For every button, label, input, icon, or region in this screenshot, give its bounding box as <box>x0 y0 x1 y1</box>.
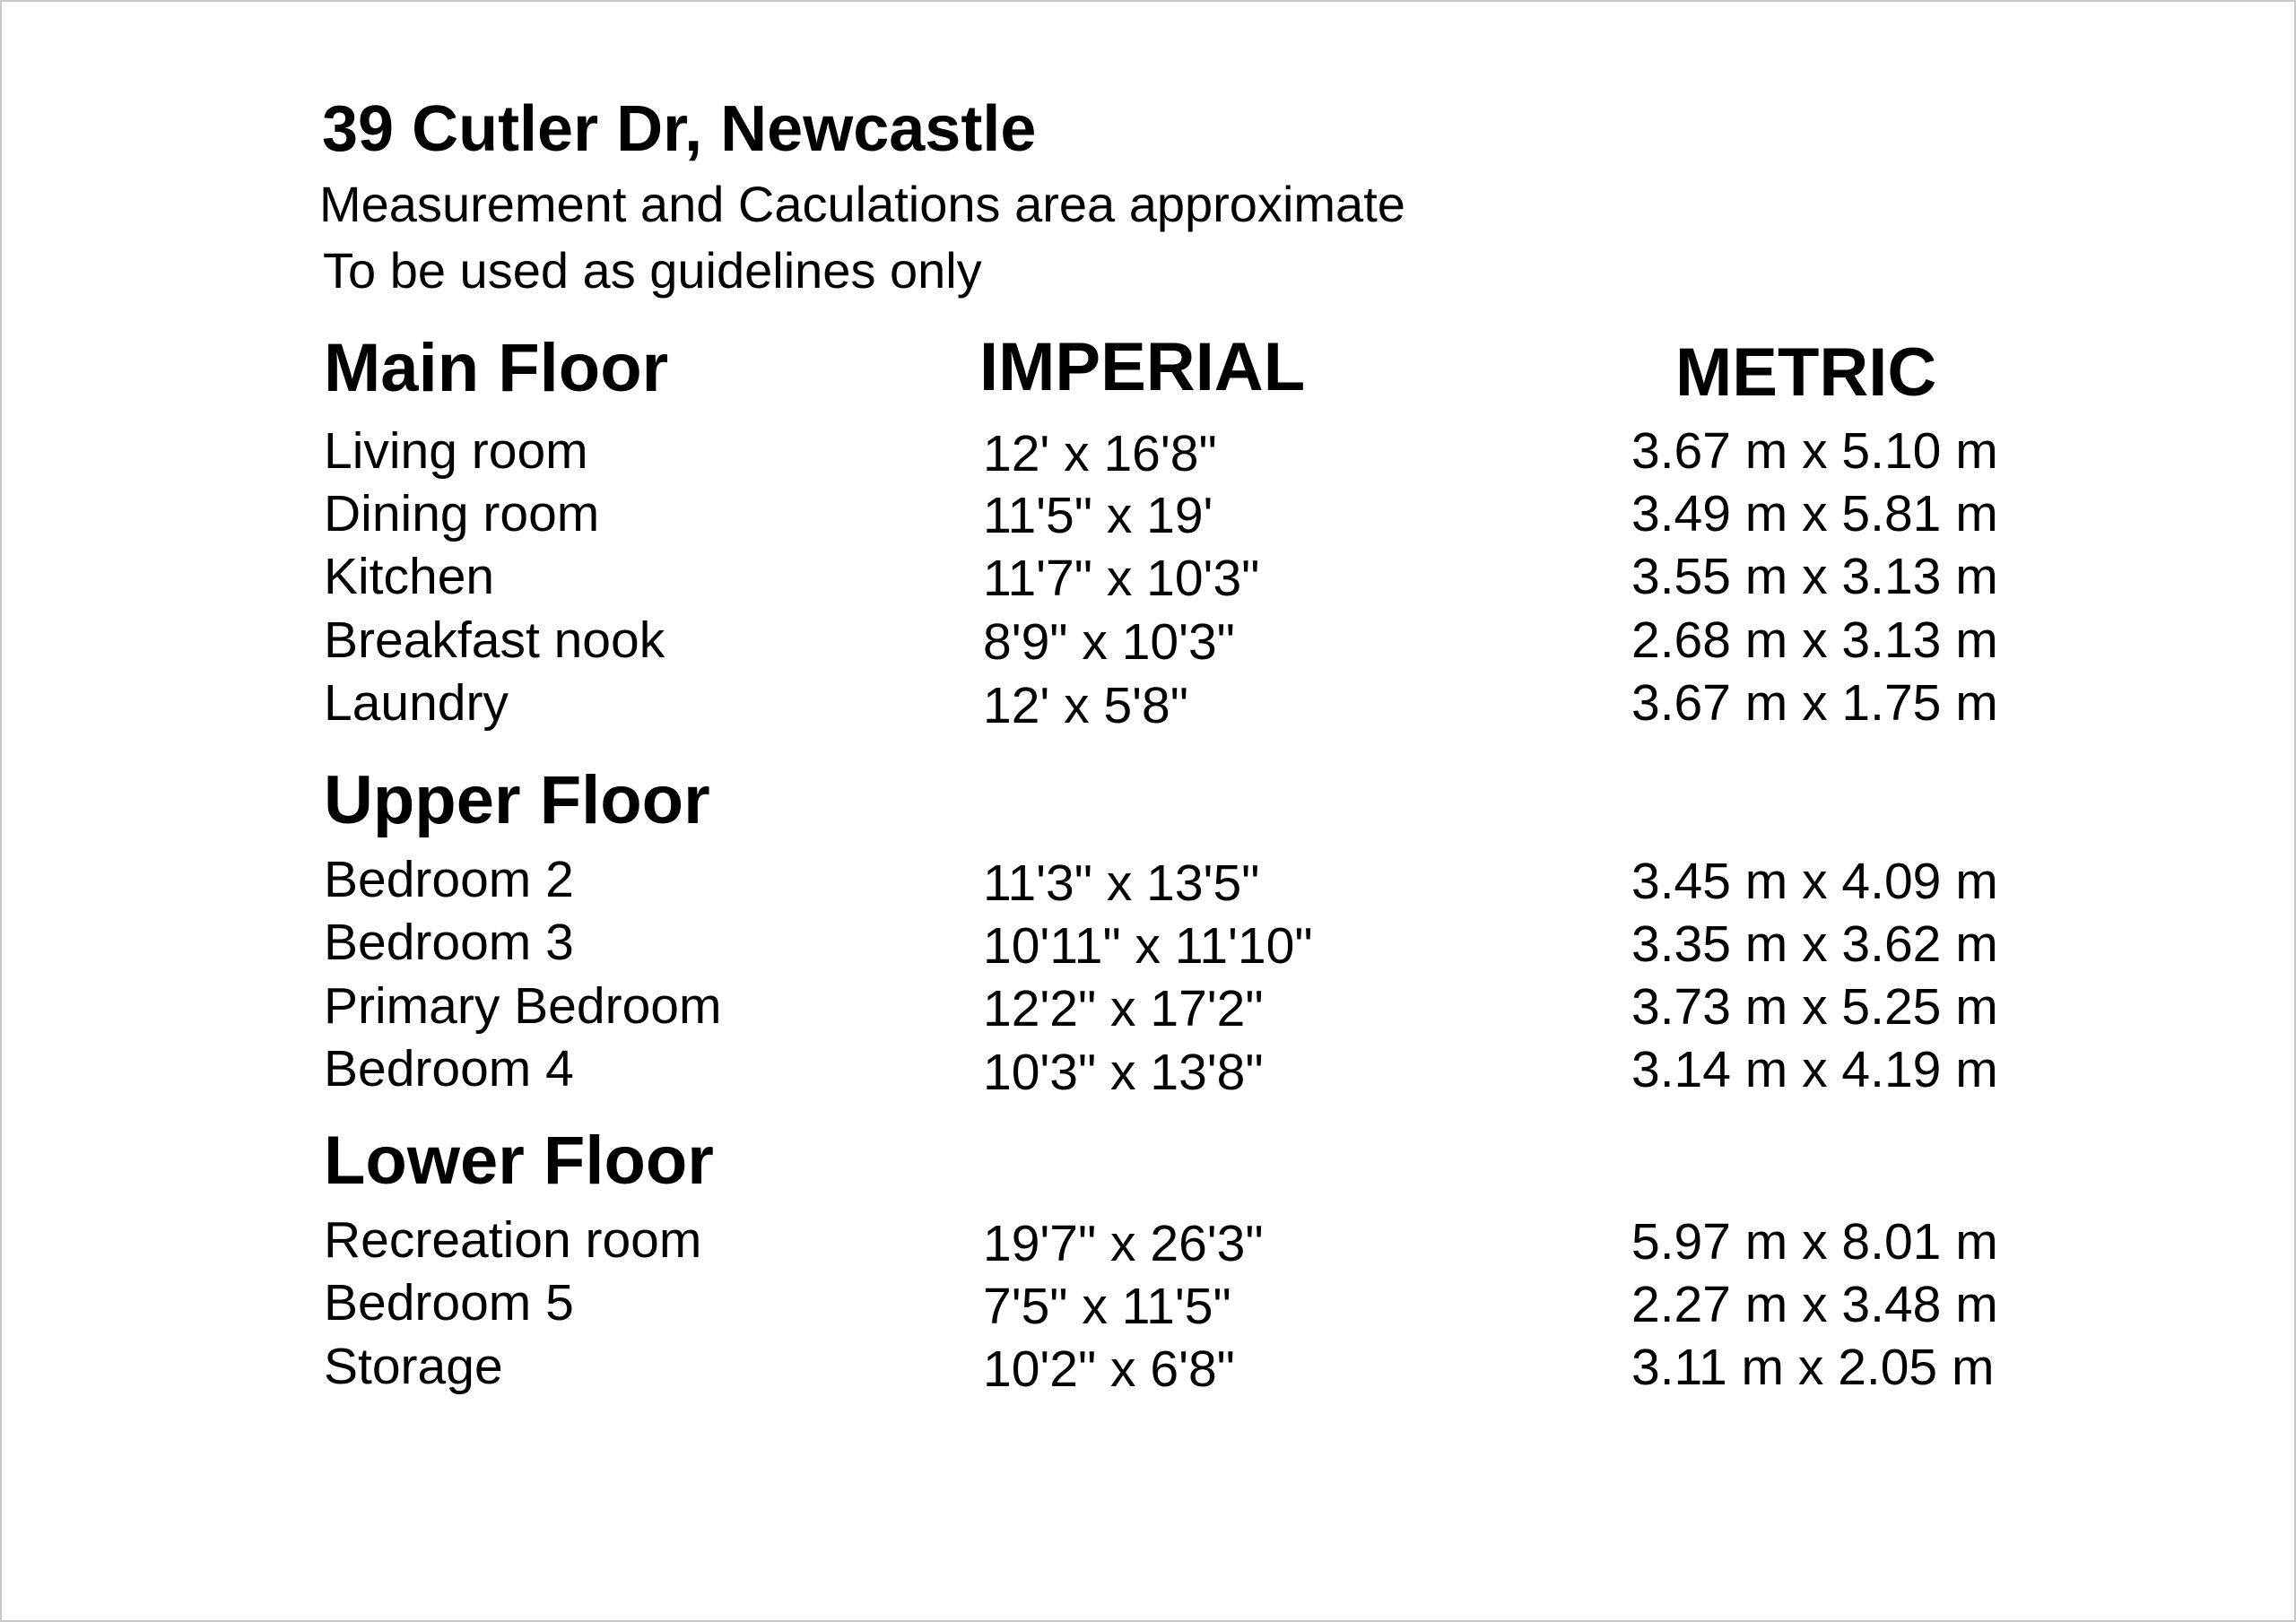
room-imperial: 12' x 16'8" <box>983 425 1217 482</box>
room-imperial: 10'2" x 6'8" <box>983 1340 1235 1398</box>
room-metric: 3.45 m x 4.09 m <box>1631 853 1998 910</box>
room-name: Dining room <box>324 485 600 542</box>
room-name: Living room <box>324 422 588 480</box>
room-imperial: 8'9" x 10'3" <box>983 613 1235 671</box>
room-imperial: 12'2" x 17'2" <box>983 980 1264 1037</box>
column-header-metric: METRIC <box>1675 334 1937 411</box>
room-imperial: 10'11" x 11'10" <box>983 917 1313 975</box>
room-metric: 3.11 m x 2.05 m <box>1631 1339 1995 1396</box>
section-heading-lower-floor: Lower Floor <box>324 1123 714 1199</box>
room-name: Bedroom 5 <box>324 1274 574 1331</box>
page-title: 39 Cutler Dr, Newcastle <box>322 93 1037 165</box>
room-imperial: 11'3" x 13'5" <box>983 854 1260 912</box>
room-metric: 3.67 m x 1.75 m <box>1631 674 1998 732</box>
room-name: Bedroom 2 <box>324 851 574 908</box>
section-heading-main-floor: Main Floor <box>324 330 669 406</box>
room-metric: 5.97 m x 8.01 m <box>1631 1213 1998 1271</box>
disclaimer-line-1: Measurement and Caculations area approximate <box>319 176 1405 232</box>
room-imperial: 19'7" x 26'3" <box>983 1215 1264 1272</box>
room-name: Primary Bedroom <box>324 977 722 1035</box>
column-header-imperial: IMPERIAL <box>979 329 1306 405</box>
room-name: Laundry <box>324 674 509 732</box>
room-metric: 2.68 m x 3.13 m <box>1631 612 1998 669</box>
room-imperial: 10'3" x 13'8" <box>983 1044 1264 1101</box>
room-imperial: 11'7" x 10'3" <box>983 550 1260 607</box>
room-metric: 3.49 m x 5.81 m <box>1631 485 1998 542</box>
room-name: Bedroom 4 <box>324 1040 574 1097</box>
room-name: Breakfast nook <box>324 612 665 669</box>
disclaimer-line-2: To be used as guidelines only <box>323 242 982 299</box>
room-imperial: 11'5" x 19' <box>983 487 1213 544</box>
room-name: Bedroom 3 <box>324 914 574 971</box>
room-metric: 3.55 m x 3.13 m <box>1631 548 1998 605</box>
room-name: Kitchen <box>324 548 495 605</box>
room-imperial: 12' x 5'8" <box>983 677 1188 734</box>
room-metric: 3.35 m x 3.62 m <box>1631 915 1998 973</box>
room-name: Storage <box>324 1338 503 1395</box>
room-metric: 3.14 m x 4.19 m <box>1631 1041 1998 1098</box>
section-heading-upper-floor: Upper Floor <box>324 762 710 838</box>
room-imperial: 7'5" x 11'5" <box>983 1278 1231 1335</box>
room-name: Recreation room <box>324 1211 702 1269</box>
room-metric: 3.73 m x 5.25 m <box>1631 978 1998 1036</box>
room-metric: 3.67 m x 5.10 m <box>1631 422 1998 480</box>
room-metric: 2.27 m x 3.48 m <box>1631 1276 1998 1333</box>
